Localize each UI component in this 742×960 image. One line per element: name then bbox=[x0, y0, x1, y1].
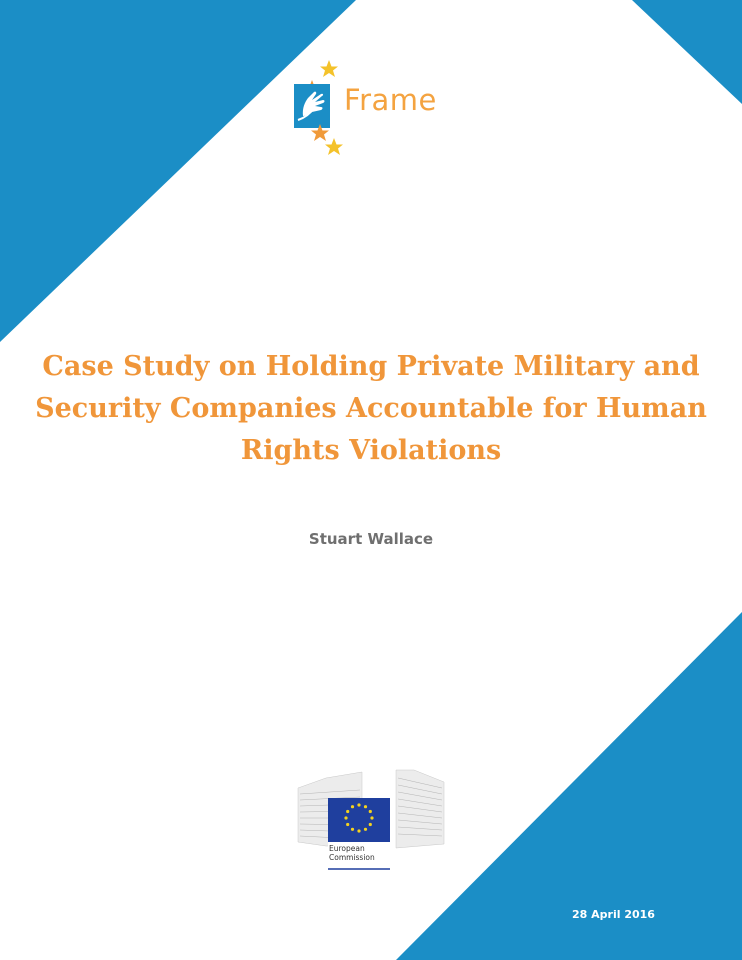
ec-label-line: Commission bbox=[329, 853, 375, 862]
star-icon bbox=[325, 138, 343, 155]
top-right-triangle bbox=[632, 0, 742, 104]
bottom-right-triangle bbox=[396, 612, 742, 960]
eu-flag-icon bbox=[328, 798, 390, 842]
ec-label-line: European bbox=[329, 844, 365, 853]
title-line: Case Study on Holding Private Military and bbox=[42, 351, 700, 382]
title-line: Rights Violations bbox=[240, 435, 502, 466]
title-line: Security Companies Accountable for Human bbox=[35, 393, 707, 424]
document-title bbox=[30, 346, 712, 472]
european-commission-label bbox=[329, 844, 375, 862]
frame-logo-text: Frame bbox=[344, 83, 437, 117]
top-left-triangle bbox=[0, 0, 356, 342]
author-name: Stuart Wallace bbox=[308, 530, 434, 548]
star-icon bbox=[320, 60, 338, 77]
publication-date: 28 April 2016 bbox=[572, 908, 655, 921]
